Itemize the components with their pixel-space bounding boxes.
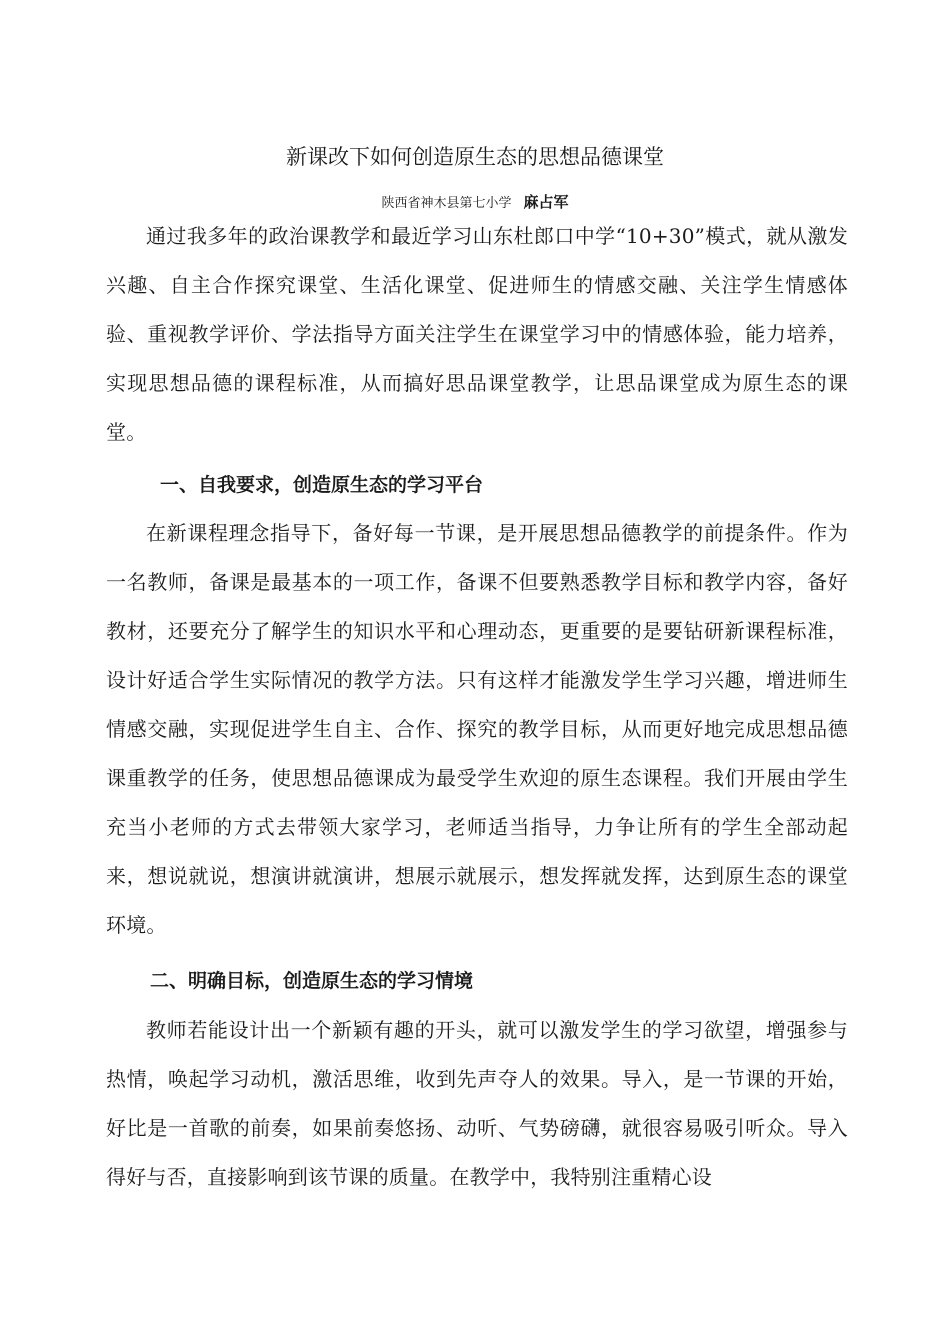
paragraph-section-1: 在新课程理念指导下，备好每一节课，是开展思想品德教学的前提条件。作为一名教师，备课是最基本的一项工作，备课不但要熟悉教学目标和教学内容，备好教材，还要充分了解学生的知识水平和心理动态，更重要的是要钻研新课程标准，设计好适合学生实际情况的教学方法。只有这样才能激发学生学习兴趣，增进师生情感交融，实现促进学生自主、合作、探究的教学目标，从而更好地完成思想品德课重教学的任务，使思想品德课成为最受学生欢迎的原生态课程。我们开展由学生充当小老师的方式去带领大家学习，老师适当指导，力争让所有的学生全部动起来，想说就说，想演讲就演讲，想展示就展示，想发挥就发挥，达到原生态的课堂环境。	[106, 521, 848, 937]
author-name: 麻占军	[523, 193, 569, 211]
school-name: 陕西省神木县第七小学	[381, 196, 512, 211]
document-title: 新课改下如何创造原生态的思想品德课堂	[286, 145, 664, 169]
section-heading-2: 二、明确目标，创造原生态的学习情境	[150, 970, 474, 992]
section-heading-1: 一、自我要求，创造原生态的学习平台	[160, 474, 484, 496]
paragraph-section-2: 教师若能设计出一个新颖有趣的开头，就可以激发学生的学习欲望，增强参与热情，唤起学习动机，激活思维，收到先声夺人的效果。导入，是一节课的开始，好比是一首歌的前奏，如果前奏悠扬、动听、气势磅礴，就很容易吸引听众。导入得好与否，直接影响到该节课的质量。在教学中，我特别注重精心设	[106, 1018, 848, 1189]
paragraph-intro: 通过我多年的政治课教学和最近学习山东杜郎口中学“10+30”模式，就从激发兴趣、自主合作探究课堂、生活化课堂、促进师生的情感交融、关注学生情感体验、重视教学评价、学法指导方面关注学生在课堂学习中的情感体验，能力培养，实现思想品德的课程标准，从而搞好思品课堂教学，让思品课堂成为原生态的课堂。	[106, 224, 848, 444]
